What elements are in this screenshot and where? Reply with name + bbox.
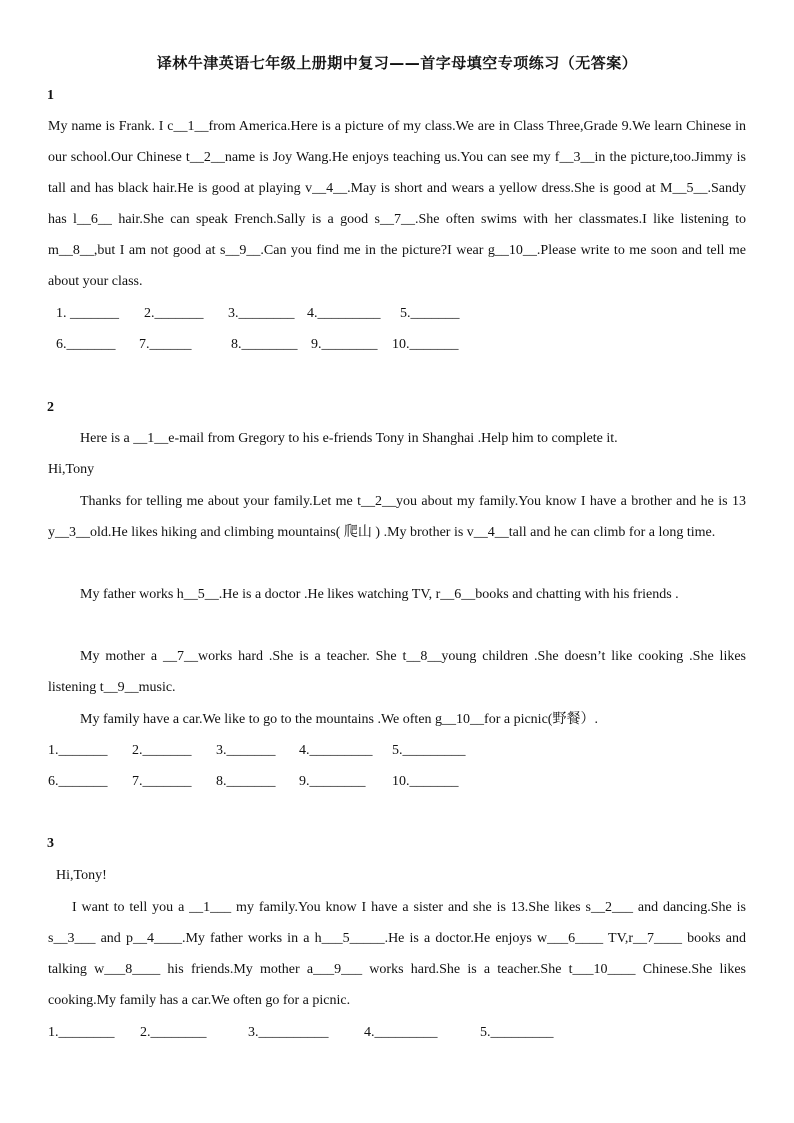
answer-blank[interactable]: 9.________ (311, 337, 378, 352)
answer-blank[interactable]: 4._________ (299, 743, 373, 758)
answer-blank[interactable]: 6._______ (48, 774, 108, 789)
answer-blank[interactable]: 1.________ (48, 1025, 115, 1040)
answer-blank[interactable]: 2._______ (132, 743, 192, 758)
answer-blank[interactable]: 2._______ (144, 306, 204, 321)
answer-blank[interactable]: 9.________ (299, 774, 366, 789)
answer-blank[interactable]: 6._______ (56, 337, 116, 352)
section-3-passage: I want to tell you a __1___ my family.You know I have a sister and she is 13.She likes s__2___ and dancing.She is s__3___ and p__4____.My father works in a h___5_____.He is a doctor.He enjoys w___6____ TV,r__7____ books and talking w___8____ his friends.My mother a___9___ works hard.She is a teacher.She t___10____ Chinese.She likes cooking.My family has a car.We often go for a picnic. (48, 900, 746, 1008)
answer-blank[interactable]: 8.________ (231, 337, 298, 352)
answer-blank[interactable]: 5._________ (480, 1025, 554, 1040)
answer-blank[interactable]: 4._________ (307, 306, 381, 321)
section-2-paragraph-3: My mother a __7__works hard .She is a teacher. She t__8__young children .She doesn’t like cooking .She likes listening t__9__music. (48, 649, 746, 695)
section-2-intro: Here is a __1__e-mail from Gregory to his e-friends Tony in Shanghai .Help him to complete it. (80, 431, 618, 446)
answer-blank[interactable]: 1. _______ (56, 306, 119, 321)
section-2-paragraph-4: My family have a car.We like to go to the mountains .We often g__10__for a picnic(野餐）. (80, 712, 598, 727)
answer-blank[interactable]: 10._______ (392, 774, 459, 789)
answer-blank[interactable]: 10._______ (392, 337, 459, 352)
section-3-number: 3 (47, 836, 54, 851)
answer-blank[interactable]: 7._______ (132, 774, 192, 789)
section-2-greeting: Hi,Tony (48, 462, 95, 477)
answer-blank[interactable]: 2.________ (140, 1025, 207, 1040)
section-1-number: 1 (47, 88, 54, 103)
answer-blank[interactable]: 5._______ (400, 306, 460, 321)
answer-blank[interactable]: 1._______ (48, 743, 108, 758)
section-2-number: 2 (47, 400, 54, 415)
section-1-passage: My name is Frank. I c__1__from America.Here is a picture of my class.We are in Class Three,Grade 9.We learn Chinese in our school.Our Chinese t__2__name is Joy Wang.He enjoys teaching us.You can see my f__3__in the picture,too.Jimmy is tall and has black hair.He is good at playing v__4__.May is short and wears a yellow dress.She is good at M__5__.Sandy has l__6__ hair.She can speak French.Sally is a good s__7__.She often swims with her classmates.I like listening to m__8__,but I am not good at s__9__.Can you find me in the picture?I wear g__10__.Please write to me soon and tell me about your class. (48, 119, 746, 289)
answer-blank[interactable]: 7.______ (139, 337, 192, 352)
page-title: 译林牛津英语七年级上册期中复习——首字母填空专项练习（无答案） (156, 54, 638, 72)
answer-blank[interactable]: 8._______ (216, 774, 276, 789)
answer-blank[interactable]: 3.________ (228, 306, 295, 321)
section-3-greeting: Hi,Tony! (56, 868, 107, 883)
answer-blank[interactable]: 4._________ (364, 1025, 438, 1040)
answer-blank[interactable]: 5._________ (392, 743, 466, 758)
answer-blank[interactable]: 3.__________ (248, 1025, 329, 1040)
section-2-paragraph-1: Thanks for telling me about your family.Let me t__2__you about my family.You know I have a brother and he is 13 y__3__old.He likes hiking and climbing mountains( 爬山 ) .My brother is v__4__tall and he can climb for a long time. (48, 494, 746, 540)
answer-blank[interactable]: 3._______ (216, 743, 276, 758)
section-2-paragraph-2: My father works h__5__.He is a doctor .He likes watching TV, r__6__books and chatting with his friends . (80, 587, 679, 602)
